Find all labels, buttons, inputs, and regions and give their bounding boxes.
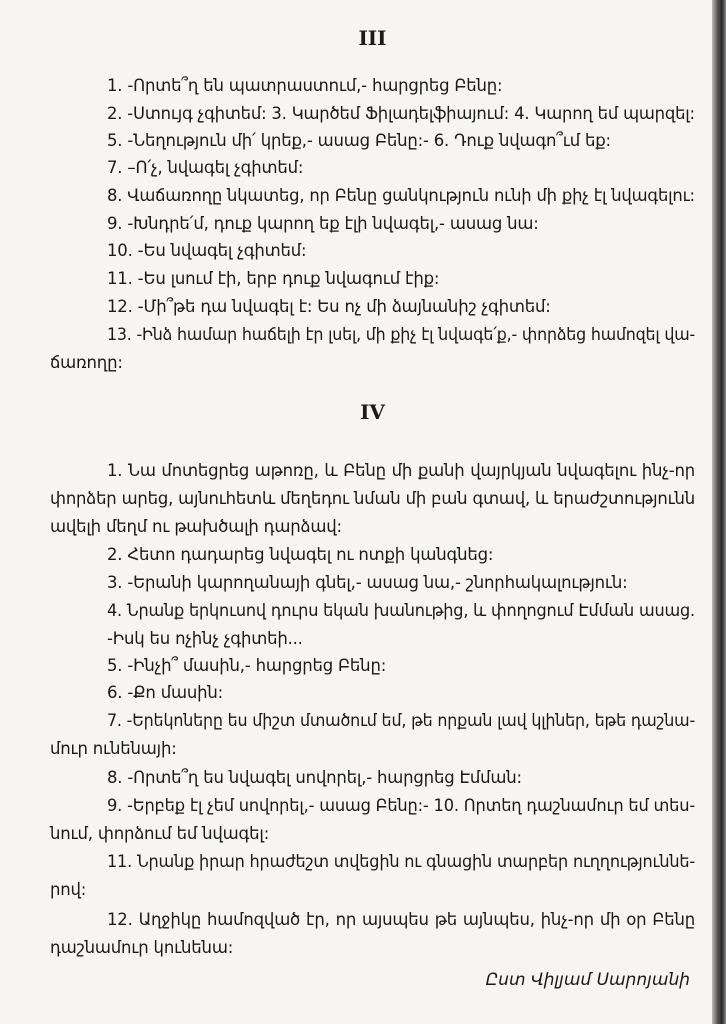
text-line: 7. -Երեկոները ես միշտ մտածում եմ, թե որքան լավ կլիներ, եթե դաշնա- — [107, 711, 695, 730]
text-line: 8. Վաճառողը նկատեց, որ Բենը ցանկություն ունի մի քիչ էլ նվագելու: — [107, 186, 695, 205]
text-line: 10. -Ես նվագել չգիտեմ: — [107, 241, 307, 260]
text-line: 9. -Խնդրե՛մ, դուք կարող եք էլի նվագել,- ասաց նա: — [107, 214, 539, 233]
text-line: 2. -Ստույգ չգիտեմ: 3. Կարծեմ Ֆիլադելֆիայում: 4. Կարող եմ պարզել: — [107, 104, 695, 123]
text-line: 1. Նա մոտեցրեց աթոռը, և Բենը մի քանի վայրկյան նվագելու ինչ-որ — [107, 461, 695, 480]
text-line: մուր ունենայի: — [50, 739, 177, 758]
text-line: ճառողը: — [50, 353, 123, 372]
text-line: ավելի մեղմ ու թախծալի դարձավ: — [50, 517, 342, 536]
text-line: 13. -Ինձ համար հաճելի էր լսել, մի քիչ էլ նվագե՛ք,- փորձեց համոզել վա- — [107, 325, 695, 344]
text-line: 3. -Երանի կարողանայի գնել,- ասաց նա,- շնորհակալություն: — [107, 573, 628, 592]
text-line: 5. -Ինչի՞ մասին,- հարցրեց Բենը: — [107, 656, 387, 675]
text-line: 12. -Մի՞թե դա նվագել է: Ես ոչ մի ձայնանիշ չգիտեմ: — [107, 297, 551, 316]
text-line: -Իսկ ես ոչինչ չգիտեի... — [107, 629, 303, 648]
text-line: 8. -Որտե՞ղ ես նվագել սովորել,- հարցրեց Էմման: — [107, 768, 522, 787]
text-line: 11. -Ես լսում էի, երբ դուք նվագում էիք: — [107, 269, 440, 288]
text-line: րով: — [50, 880, 87, 899]
book-binding-edge — [712, 0, 726, 1024]
text-line: 1. -Որտե՞ղ են պատրաստում,- հարցրեց Բենը: — [107, 76, 503, 95]
section-heading-iv: IV — [360, 400, 385, 424]
text-line: 2. Հետո դադարեց նվագել ու ոտքի կանգնեց: — [107, 545, 494, 564]
text-line: նում, փորձում եմ նվագել: — [50, 824, 270, 843]
text-line: 5. -Նեղություն մի՛ կրեք,- ասաց Բենը:- 6. Դուք նվագո՞ւմ եք: — [107, 131, 611, 150]
text-line: 12. Աղջիկը համոզված էր, որ այսպես թե այնպես, ինչ-որ մի օր Բենը — [107, 910, 695, 929]
text-line: 6. -Քո մասին: — [107, 683, 223, 702]
text-line: 4. Նրանք երկուսով դուրս եկան խանութից, և փողոցում Էմման ասաց. — [107, 601, 695, 620]
text-line: դաշնամուր կունենա: — [50, 938, 234, 957]
text-line: 11. Նրանք իրար հրաժեշտ տվեցին ու գնացին տարբեր ուղղություննե- — [107, 852, 696, 871]
text-line: 7. –Ո՛չ, նվագել չգիտեմ: — [107, 158, 304, 177]
section-heading-iii: III — [358, 26, 387, 50]
text-line: 9. -Երբեք էլ չեմ սովորել,- ասաց Բենը:- 10. Որտեղ դաշնամուր եմ տես- — [107, 796, 696, 815]
text-line: փորձեր արեց, այնուհետև մեղեդու նման մի բան գտավ, և երաժշտությունն — [50, 489, 695, 508]
author-attribution: Ըստ Վիլյամ Սարոյանի — [485, 970, 690, 990]
